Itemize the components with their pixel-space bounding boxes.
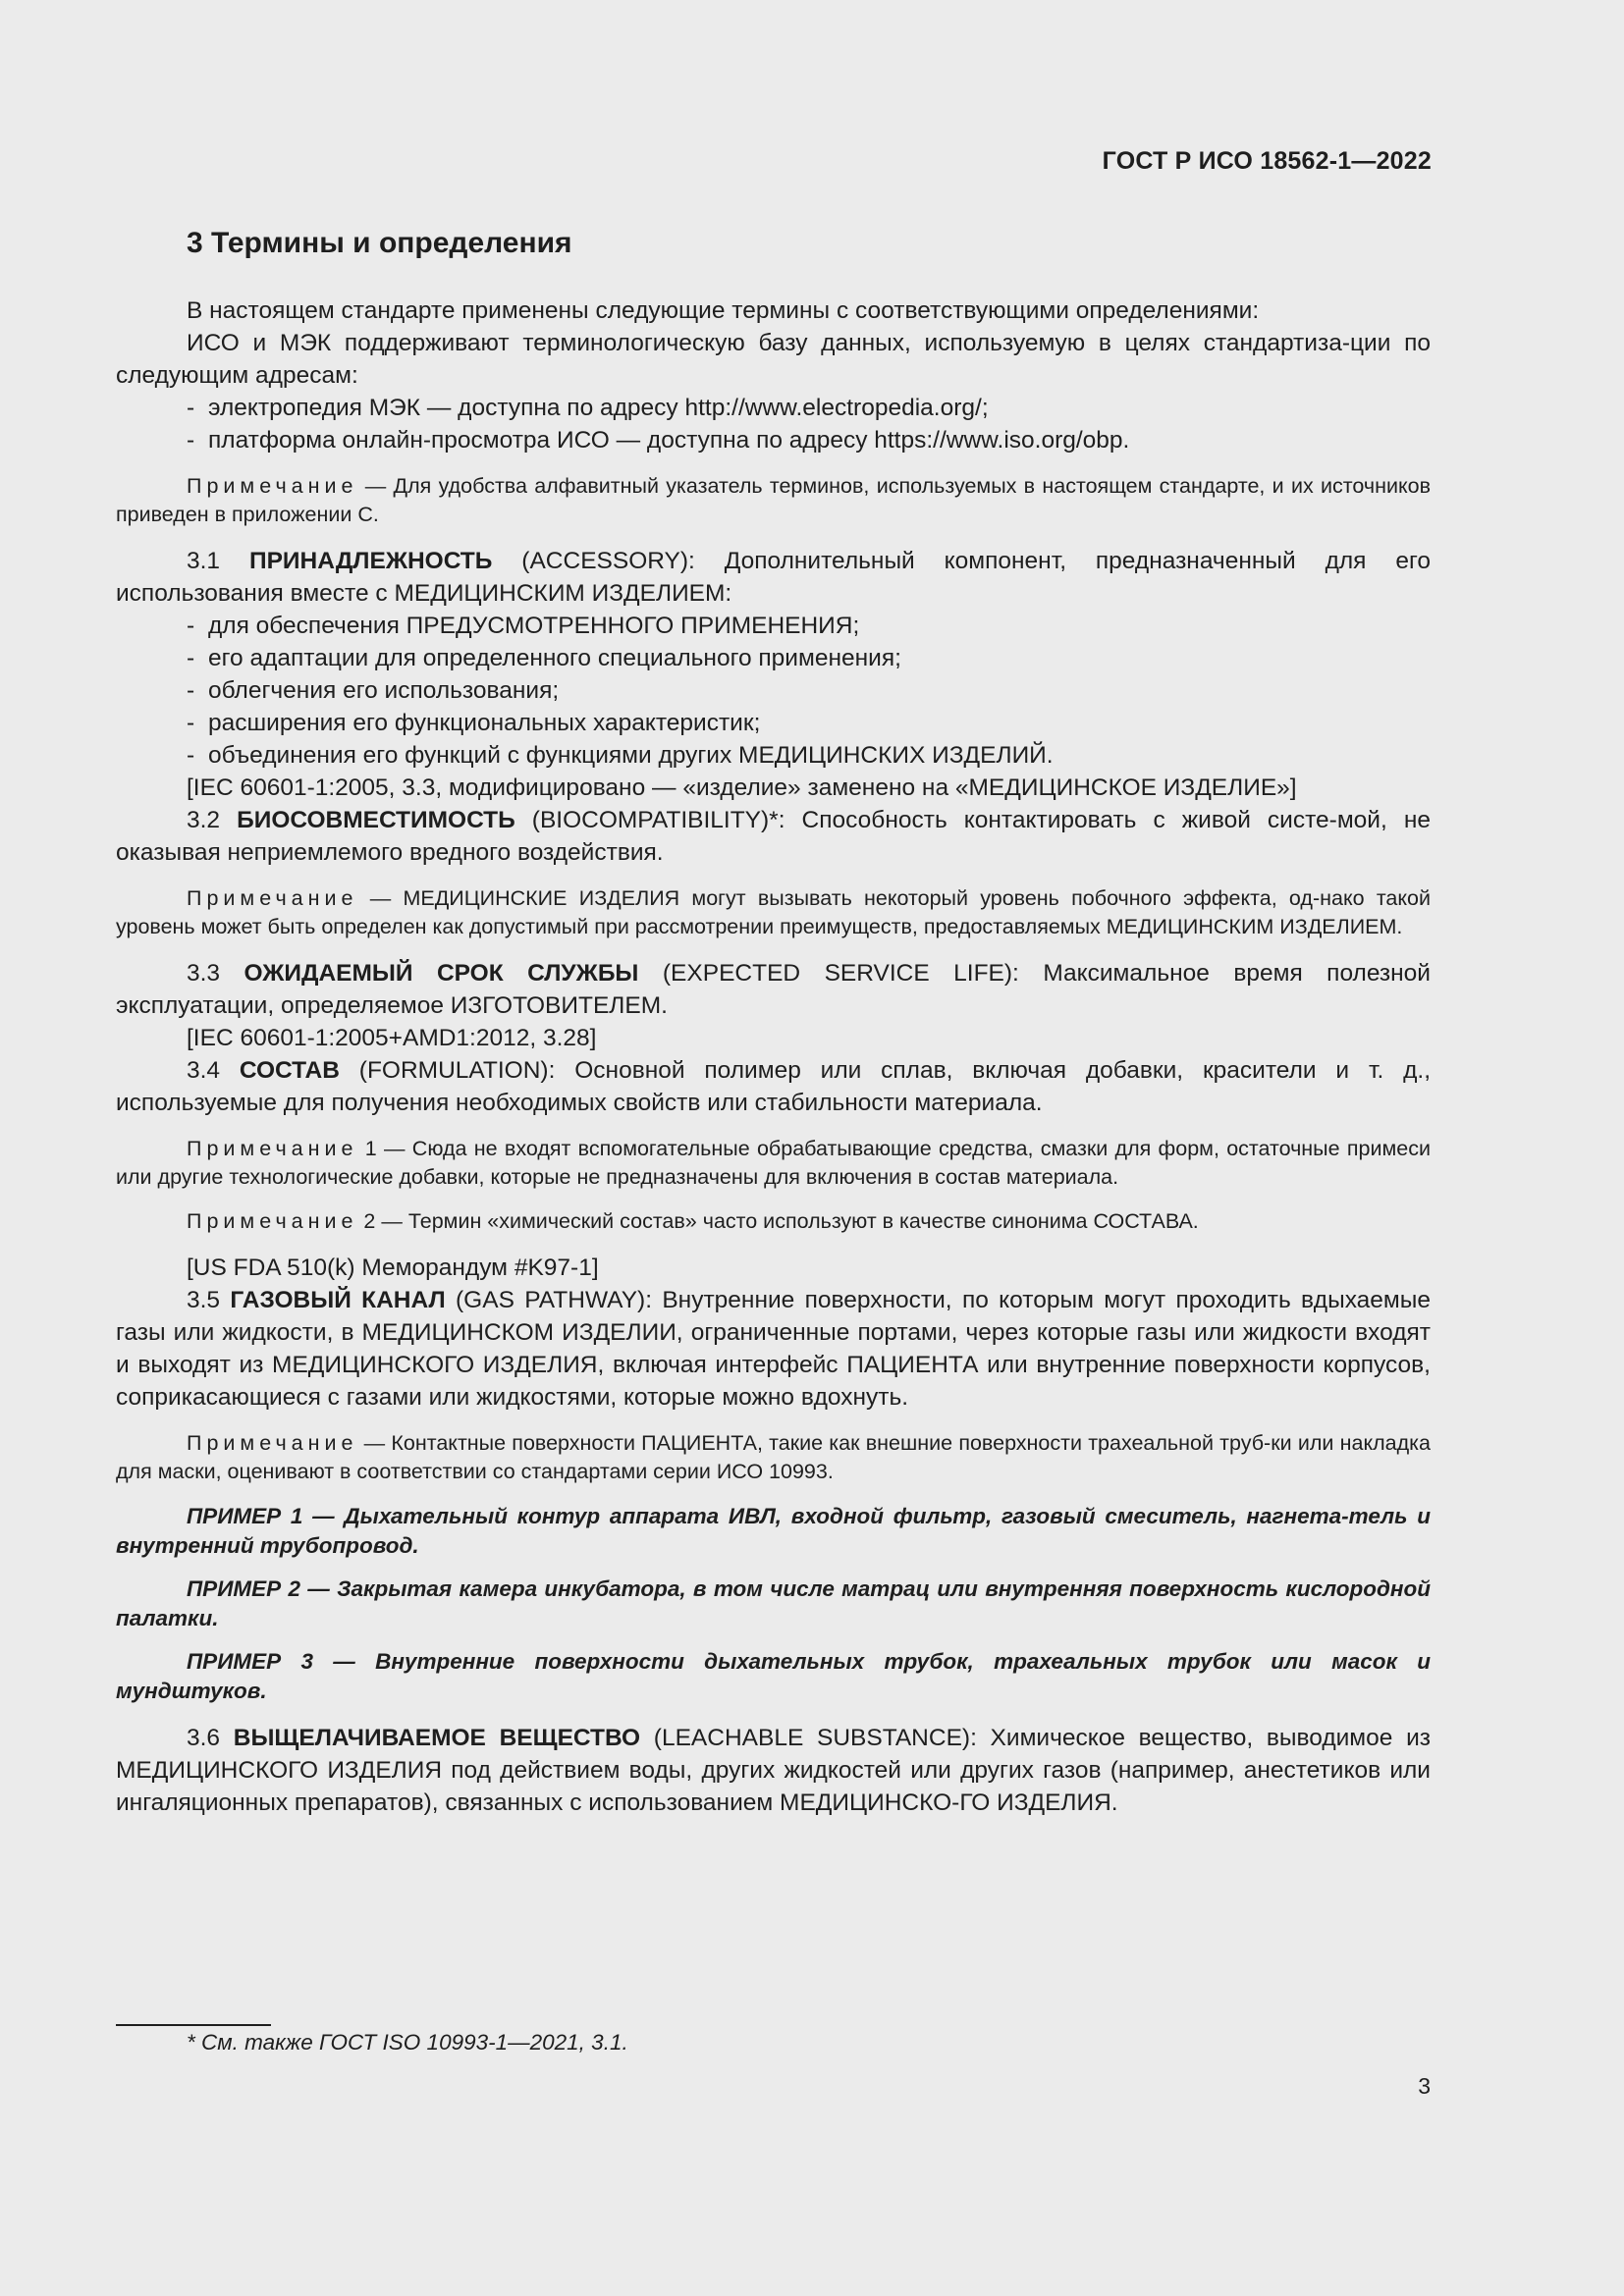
term-3-5: 3.5 ГАЗОВЫЙ КАНАЛ (GAS PATHWAY): Внутренние поверхности, по которым могут проходить вдыхаемые газы или жидкости, в МЕДИЦИНСКОМ ИЗДЕЛИИ, ограниченные портами, через которые газы или жидкости входят и выходят из МЕДИЦИНСКОГО ИЗДЕЛИЯ, включая интерфейс ПАЦИЕНТА или внутренние поверхности корпусов, соприкасающиеся с газами или жидкостями, которые можно вдохнуть. [116, 1287, 1432, 1411]
document-code: ГОСТ Р ИСО 18562-1—2022 [1102, 147, 1432, 175]
example: ПРИМЕР 1 — Дыхательный контур аппарата ИВЛ, входной фильтр, газовый смеситель, нагнета-тель и внутренний трубопровод. [116, 1504, 1431, 1558]
footnote: * См. также ГОСТ ISO 10993-1—2021, 3.1. [187, 2030, 628, 2055]
list-item: - облегчения его использования; [187, 677, 560, 704]
list-item: - его адаптации для определенного специального применения; [187, 645, 901, 671]
source-reference: [IEC 60601-1:2005+AMD1:2012, 3.28] [187, 1025, 597, 1051]
term-3-2: 3.2 БИОСОВМЕСТИМОСТЬ (BIOCOMPATIBILITY)*: Способность контактировать с живой систе-мой, не оказывая неприемлемого вредного воздействия. [116, 807, 1431, 866]
list-item: - объединения его функций с функциями других МЕДИЦИНСКИХ ИЗДЕЛИЙ. [187, 742, 1054, 769]
term-name: ОЖИДАЕМЫЙ СРОК СЛУЖБЫ [244, 960, 639, 987]
term-3-4: 3.4 СОСТАВ (FORMULATION): Основной полимер или сплав, включая добавки, красители и т. д., используемые для получения необходимых свойств или стабильности материала. [116, 1057, 1432, 1116]
section-title: 3 Термины и определения [187, 227, 572, 259]
term-name: СОСТАВ [239, 1057, 340, 1084]
term-3-6: 3.6 ВЫЩЕЛАЧИВАЕМОЕ ВЕЩЕСТВО (LEACHABLE SUBSTANCE): Химическое вещество, выводимое из МЕДИЦИНСКОГО ИЗДЕЛИЯ под действием воды, других жидкостей или других газов (например, анестетиков или ингаляционных препаратов), связанных с использованием МЕДИЦИНСКО-ГО ИЗДЕЛИЯ. [116, 1725, 1431, 1816]
term-name: ГАЗОВЫЙ КАНАЛ [230, 1287, 446, 1313]
list-item: - электропедия МЭК — доступна по адресу http://www.electropedia.org/; [187, 395, 989, 421]
footnote-separator [116, 2024, 271, 2026]
term-name: ПРИНАДЛЕЖНОСТЬ [248, 548, 493, 574]
term-name: БИОСОВМЕСТИМОСТЬ [237, 807, 515, 833]
note: Примечание 1 — Сюда не входят вспомогательные обрабатывающие средства, смазки для форм, остаточные примеси или другие технологические добавки, которые не предназначены для включения в состав материала. [116, 1137, 1431, 1189]
intro-paragraph-2: ИСО и МЭК поддерживают терминологическую базу данных, используемую в целях стандартиза-ции по следующим адресам: [116, 330, 1431, 389]
note: Примечание — МЕДИЦИНСКИЕ ИЗДЕЛИЯ могут вызывать некоторый уровень побочного эффекта, од-нако такой уровень может быть определен как допустимый при рассмотрении преимуществ, предоставляемых МЕДИЦИНСКИМ ИЗДЕЛИЕМ. [116, 886, 1431, 938]
note: Примечание — Контактные поверхности ПАЦИЕНТА, такие как внешние поверхности трахеальной труб-ки или накладка для маски, оценивают в соответствии со стандартами серии ИСО 10993. [116, 1431, 1431, 1483]
example: ПРИМЕР 2 — Закрытая камера инкубатора, в том числе матрац или внутренняя поверхность кислородной палатки. [116, 1576, 1431, 1630]
term-3-3: 3.3 ОЖИДАЕМЫЙ СРОК СЛУЖБЫ (EXPECTED SERVICE LIFE): Максимальное время полезной эксплуатации, определяемое ИЗГОТОВИТЕЛЕМ. [116, 960, 1431, 1019]
note: Примечание 2 — Термин «химический состав» часто используют в качестве синонима СОСТАВА. [187, 1209, 1199, 1233]
source-reference: [IEC 60601-1:2005, 3.3, модифицировано — «изделие» заменено на «МЕДИЦИНСКОЕ ИЗДЕЛИЕ»] [187, 774, 1297, 801]
list-item: - для обеспечения ПРЕДУСМОТРЕННОГО ПРИМЕНЕНИЯ; [187, 613, 860, 639]
page-number: 3 [1418, 2073, 1431, 2099]
list-item: - платформа онлайн-просмотра ИСО — доступна по адресу https://www.iso.org/obp. [187, 427, 1130, 454]
source-reference: [US FDA 510(k) Меморандум #K97-1] [187, 1255, 599, 1281]
example: ПРИМЕР 3 — Внутренние поверхности дыхательных трубок, трахеальных трубок или масок и мундштуков. [116, 1649, 1431, 1703]
intro-paragraph-1: В настоящем стандарте применены следующие термины с соответствующими определениями: [187, 297, 1260, 324]
term-3-1: 3.1 ПРИНАДЛЕЖНОСТЬ (ACCESSORY): Дополнительный компонент, предназначенный для его использования вместе с МЕДИЦИНСКИМ ИЗДЕЛИЕМ: [116, 548, 1432, 607]
note: Примечание — Для удобства алфавитный указатель терминов, используемых в настоящем стандарте, и их источников приведен в приложении С. [116, 474, 1431, 526]
list-item: - расширения его функциональных характеристик; [187, 710, 761, 736]
document-body [116, 224, 1431, 1819]
term-name: ВЫЩЕЛАЧИВАЕМОЕ ВЕЩЕСТВО [233, 1725, 641, 1751]
